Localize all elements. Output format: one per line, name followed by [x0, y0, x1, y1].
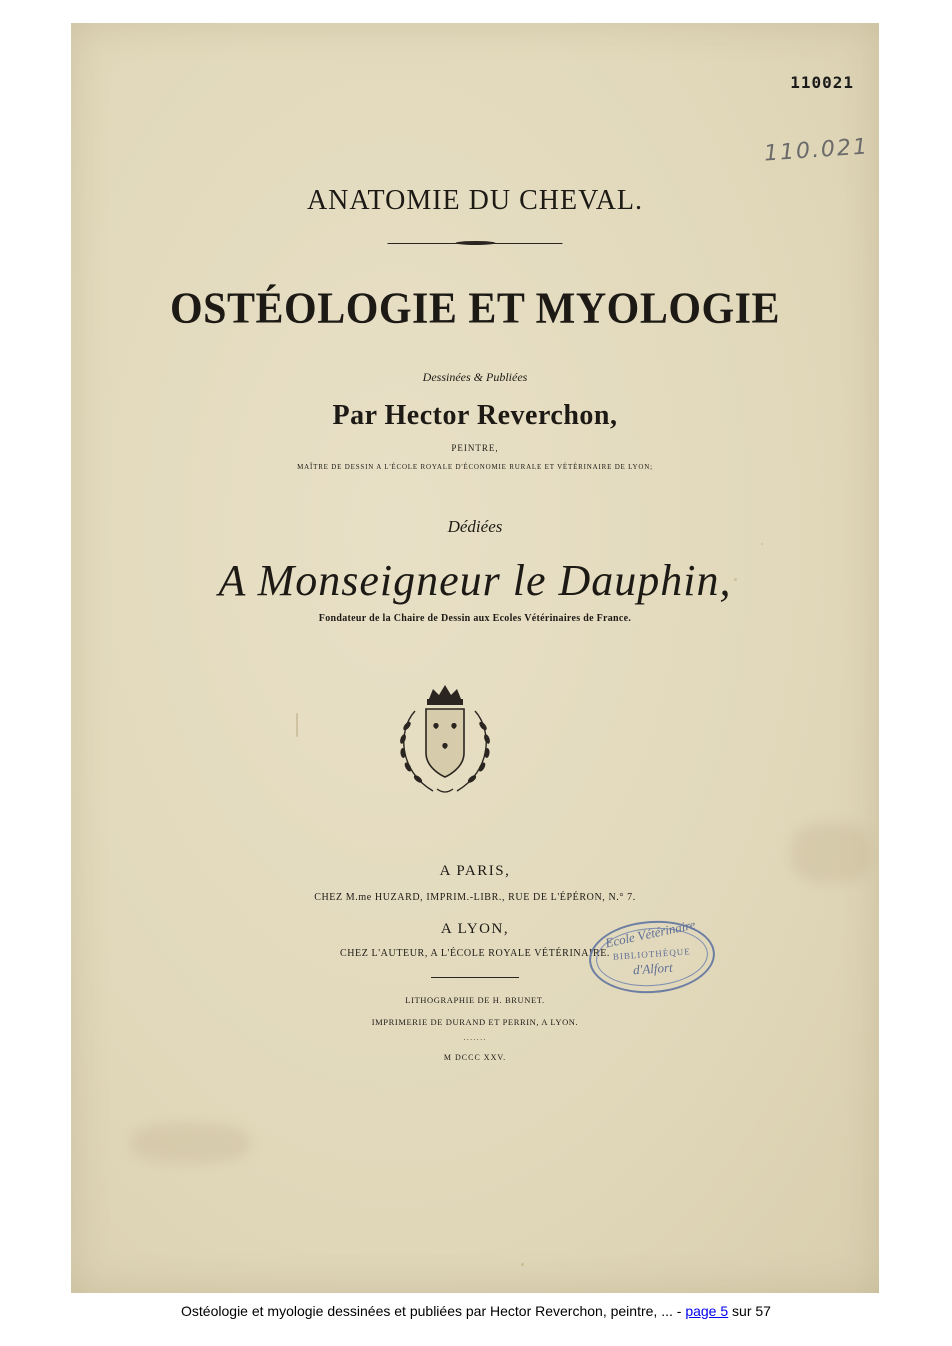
- stamp-middle-text: BIBLIOTHÈQUE: [612, 946, 692, 962]
- divider-rule: [431, 977, 519, 978]
- title-osteologie: OSTÉOLOGIE ET MYOLOGIE: [169, 284, 781, 334]
- founder-line: Fondateur de la Chaire de Dessin aux Ecoles Vétérinaires de France.: [318, 613, 632, 624]
- paper-spot: [521, 1263, 524, 1266]
- dedicatee-line: A Monseigneur le Dauphin,: [218, 556, 732, 605]
- author-line: Par Hector Reverchon,: [332, 400, 618, 431]
- inventory-number: 110021: [790, 73, 854, 92]
- ornament-dots: ·······: [463, 1036, 487, 1044]
- lithography-line: LITHOGRAPHIE DE H. BRUNET.: [405, 995, 545, 1005]
- paper-stain: [131, 1123, 251, 1163]
- page-link[interactable]: page 5: [685, 1303, 729, 1319]
- ornamental-rule: [388, 243, 563, 244]
- caption-page-total: sur 57: [728, 1303, 771, 1319]
- caption-text: Ostéologie et myologie dessinées et publiées par Hector Reverchon, peintre, ... -: [181, 1303, 686, 1319]
- lyon-address: CHEZ L'AUTEUR, A L'ÉCOLE ROYALE VÉTÉRINAIRE.: [339, 948, 611, 959]
- city-paris: A PARIS,: [439, 863, 511, 879]
- paper-spot: [296, 713, 298, 737]
- master-line: MAÎTRE DE DESSIN A L'ÉCOLE ROYALE D'ÉCONOMIE RURALE ET VÉTÉRINAIRE DE LYON;: [297, 463, 653, 471]
- stamp-bottom-text: d'Alfort: [632, 959, 674, 978]
- paper-spot: [761, 543, 763, 545]
- city-lyon: A LYON,: [440, 921, 510, 937]
- scanned-title-page: [71, 23, 879, 1293]
- profession-line: PEINTRE,: [451, 443, 499, 453]
- dedicated-line: Dédiées: [447, 517, 503, 536]
- royal-coat-of-arms-icon: [393, 681, 497, 799]
- publication-year: M DCCC XXV.: [443, 1053, 507, 1062]
- page-caption: [0, 1303, 952, 1319]
- paris-address: CHEZ M.me HUZARD, IMPRIM.-LIBR., RUE DE L'ÉPÉRON, N.° 7.: [314, 892, 636, 903]
- title-anatomie: ANATOMIE DU CHEVAL.: [306, 185, 644, 216]
- stamp-top-text: Ecole Vétérinaire: [603, 916, 697, 951]
- printer-line: IMPRIMERIE DE DURAND ET PERRIN, A LYON.: [371, 1017, 579, 1027]
- designed-published: Dessinées & Publiées: [422, 370, 528, 384]
- handwritten-number: 110.021: [763, 134, 870, 167]
